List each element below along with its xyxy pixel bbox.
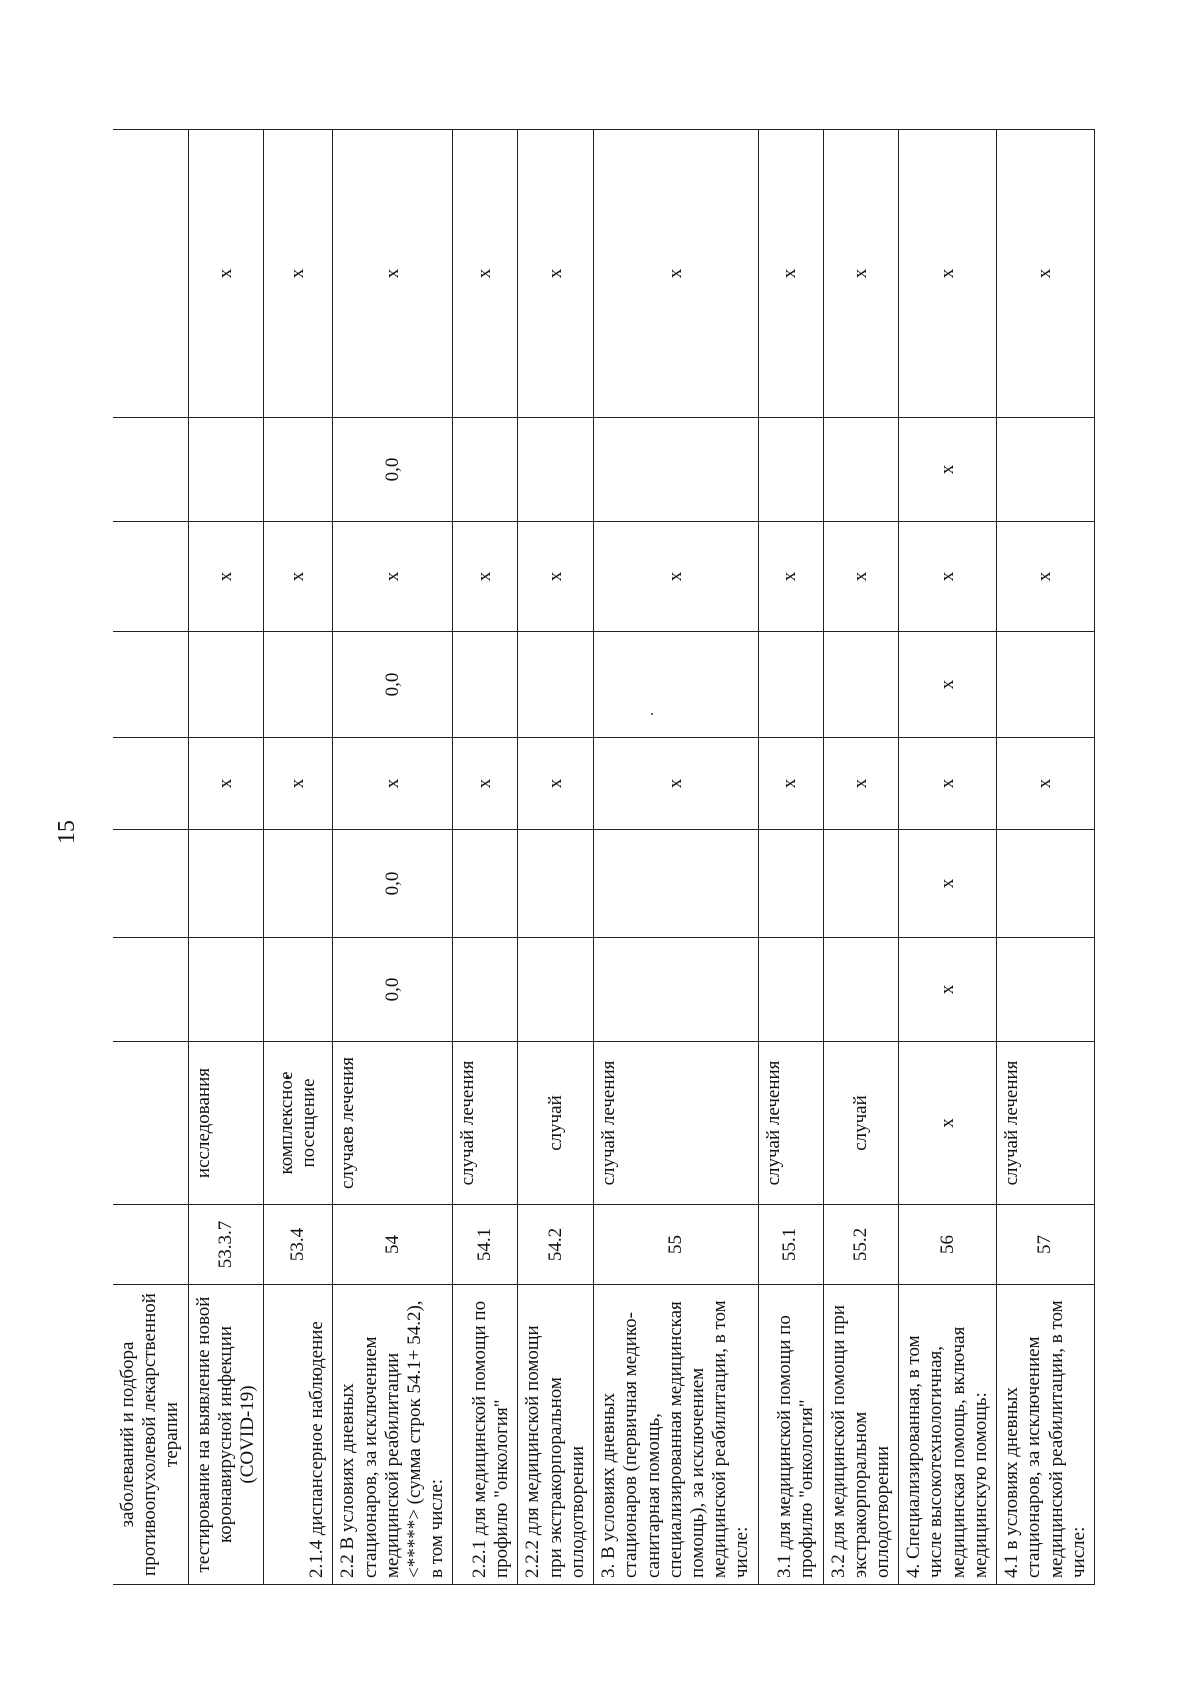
row-name-cell: 2.2.1 для медицинской помощи по профилю "онкология": [453, 1285, 518, 1585]
table-row: [518, 130, 594, 1585]
value-cell-v6: [997, 418, 1095, 522]
value-cell-v2: [823, 830, 899, 938]
value-cell-v5: х: [333, 522, 453, 632]
value-cell-v1: [453, 938, 518, 1042]
value-cell-v4: [594, 632, 759, 738]
value-cell-v4: [518, 632, 594, 738]
value-cell-v5: х: [264, 522, 333, 632]
table-row: [264, 130, 333, 1585]
value-cell-v2: [758, 830, 823, 938]
row-code-cell: 56: [899, 1205, 997, 1285]
value-cell-v4: 0,0: [333, 632, 453, 738]
value-cell-v1: [594, 938, 759, 1042]
row-name-cell: тестирование на выявление новой коронавирусной инфекции (COVID-19): [188, 1285, 264, 1585]
value-cell-v3: х: [333, 738, 453, 830]
row-name-cell: заболеваний и подбора противоопухолевой лекарственной терапии: [113, 1285, 188, 1585]
value-cell-v2: [113, 830, 188, 938]
value-cell-v7: х: [264, 130, 333, 418]
value-cell-v6: [188, 418, 264, 522]
table-row: [453, 130, 518, 1585]
value-cell-v3: х: [453, 738, 518, 830]
value-cell-v3: х: [594, 738, 759, 830]
value-cell-v2: 0,0: [333, 830, 453, 938]
unit-cell: [113, 1042, 188, 1205]
value-cell-v4: [453, 632, 518, 738]
value-cell-v7: х: [518, 130, 594, 418]
value-cell-v1: [997, 938, 1095, 1042]
value-cell-v7: х: [188, 130, 264, 418]
value-cell-v1: [518, 938, 594, 1042]
row-name-cell: 3. В условиях дневных стационаров (первичная медико-санитарная помощь, специализированная медицинская помощь), за исключением медицинской реабилитации, в том числе:: [594, 1285, 759, 1585]
row-code-cell: 54.1: [453, 1205, 518, 1285]
value-cell-v5: х: [594, 522, 759, 632]
value-cell-v2: [594, 830, 759, 938]
value-cell-v3: х: [264, 738, 333, 830]
value-cell-v3: х: [758, 738, 823, 830]
row-name-cell: 2.2 В условиях дневных стационаров, за исключением медицинской реабилитации <*****> (сумма строк 54.1+ 54.2), в том числе:: [333, 1285, 453, 1585]
value-cell-v6: [823, 418, 899, 522]
table-row: [899, 130, 997, 1585]
value-cell-v7: х: [758, 130, 823, 418]
value-cell-v6: [758, 418, 823, 522]
value-cell-v4: [188, 632, 264, 738]
value-cell-v3: х: [997, 738, 1095, 830]
row-name-cell: 4. Специализированная, в том числе высокотехнологичная, медицинская помощь, включая медицинскую помощь:: [899, 1285, 997, 1585]
table-row: [594, 130, 759, 1585]
row-code-cell: 53.3.7: [188, 1205, 264, 1285]
value-cell-v6: 0,0: [333, 418, 453, 522]
value-cell-v3: х: [518, 738, 594, 830]
table-row: [823, 130, 899, 1585]
value-cell-v7: х: [333, 130, 453, 418]
row-name-cell: 4.1 в условиях дневных стационаров, за исключением медицинской реабилитации, в том числе:: [997, 1285, 1095, 1585]
value-cell-v4: [823, 632, 899, 738]
value-cell-v1: [188, 938, 264, 1042]
data-table: [113, 129, 1095, 1585]
value-cell-v5: х: [453, 522, 518, 632]
value-cell-v2: [453, 830, 518, 938]
value-cell-v7: х: [823, 130, 899, 418]
value-cell-v4: [758, 632, 823, 738]
row-code-cell: 57: [997, 1205, 1095, 1285]
value-cell-v1: [113, 938, 188, 1042]
unit-cell: случай: [518, 1042, 594, 1205]
value-cell-v5: х: [758, 522, 823, 632]
value-cell-v7: [113, 130, 188, 418]
value-cell-v7: х: [594, 130, 759, 418]
page-number: 15: [54, 820, 80, 844]
value-cell-v1: [823, 938, 899, 1042]
value-cell-v4: [113, 632, 188, 738]
row-name-cell: 3.2 для медицинской помощи при экстракорпоральном оплодотворении: [823, 1285, 899, 1585]
unit-cell: х: [899, 1042, 997, 1205]
value-cell-v6: х: [899, 418, 997, 522]
value-cell-v1: 0,0: [333, 938, 453, 1042]
row-code-cell: 53.4: [264, 1205, 333, 1285]
table-row: [188, 130, 264, 1585]
row-code-cell: 55.2: [823, 1205, 899, 1285]
unit-cell: случай лечения: [997, 1042, 1095, 1205]
value-cell-v7: х: [997, 130, 1095, 418]
value-cell-v4: х: [899, 632, 997, 738]
value-cell-v6: [113, 418, 188, 522]
value-cell-v7: х: [453, 130, 518, 418]
value-cell-v1: [264, 938, 333, 1042]
value-cell-v6: [453, 418, 518, 522]
unit-cell: исследования: [188, 1042, 264, 1205]
row-code-cell: 55: [594, 1205, 759, 1285]
value-cell-v7: х: [899, 130, 997, 418]
value-cell-v2: х: [899, 830, 997, 938]
value-cell-v1: х: [899, 938, 997, 1042]
value-cell-v6: [594, 418, 759, 522]
row-code-cell: 55.1: [758, 1205, 823, 1285]
rotated-table-sheet: [113, 130, 1089, 1585]
value-cell-v2: [188, 830, 264, 938]
value-cell-v5: х: [823, 522, 899, 632]
table-body: [113, 130, 1095, 1585]
value-cell-v2: [518, 830, 594, 938]
value-cell-v2: [264, 830, 333, 938]
row-code-cell: [113, 1205, 188, 1285]
value-cell-v1: [758, 938, 823, 1042]
row-name-cell: 2.1.4 диспансерное наблюдение: [264, 1285, 333, 1585]
value-cell-v5: х: [899, 522, 997, 632]
table-row: [113, 130, 188, 1585]
unit-cell: комплексное посещение: [264, 1042, 333, 1205]
unit-cell: случай: [823, 1042, 899, 1205]
value-cell-v6: [264, 418, 333, 522]
value-cell-v2: [997, 830, 1095, 938]
unit-cell: случай лечения: [453, 1042, 518, 1205]
table-row: [333, 130, 453, 1585]
value-cell-v5: [113, 522, 188, 632]
value-cell-v3: х: [188, 738, 264, 830]
table-row: [997, 130, 1095, 1585]
value-cell-v5: х: [997, 522, 1095, 632]
row-name-cell: 2.2.2 для медицинской помощи при экстракорпоральном оплодотворении: [518, 1285, 594, 1585]
value-cell-v6: [518, 418, 594, 522]
row-name-cell: 3.1 для медицинской помощи по профилю "онкология": [758, 1285, 823, 1585]
row-code-cell: 54: [333, 1205, 453, 1285]
unit-cell: случай лечения: [758, 1042, 823, 1205]
unit-cell: случай лечения: [594, 1042, 759, 1205]
unit-cell: случаев лечения: [333, 1042, 453, 1205]
row-code-cell: 54.2: [518, 1205, 594, 1285]
value-cell-v4: [997, 632, 1095, 738]
value-cell-v5: х: [518, 522, 594, 632]
value-cell-v3: [113, 738, 188, 830]
value-cell-v4: [264, 632, 333, 738]
table-row: [758, 130, 823, 1585]
value-cell-v3: х: [899, 738, 997, 830]
value-cell-v3: х: [823, 738, 899, 830]
value-cell-v5: х: [188, 522, 264, 632]
